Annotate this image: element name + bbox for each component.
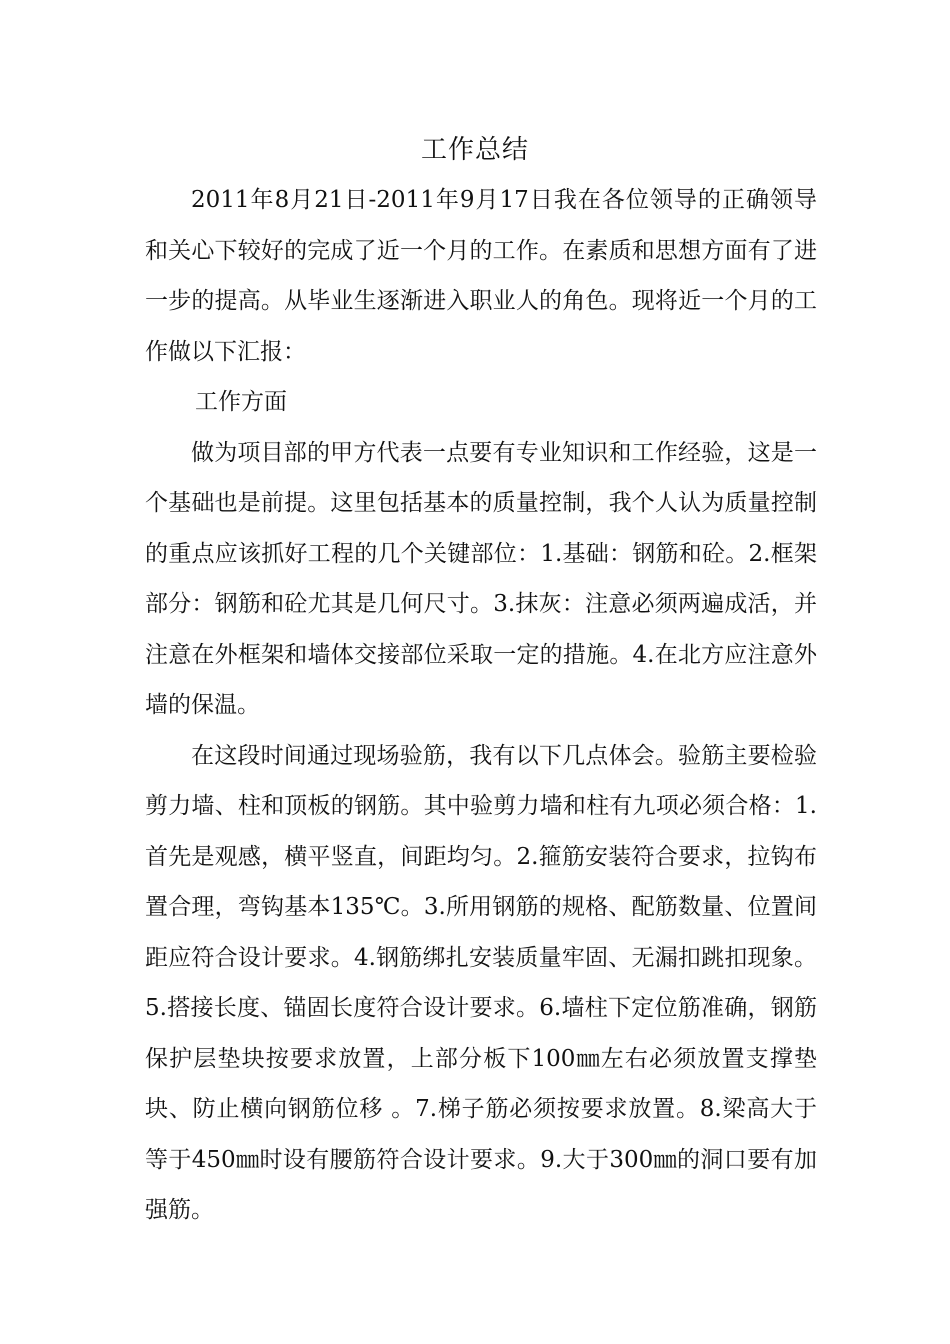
document-body <box>145 175 817 1236</box>
section-heading-work: 工作方面 <box>195 389 287 415</box>
paragraph-quality-control: 做为项目部的甲方代表一点要有专业知识和工作经验，这是一个基础也是前提。这里包括基本的质量控制，我个人认为质量控制的重点应该抓好工程的几个关键部位：1.基础：钢筋和砼。2.框架部分：钢筋和砼尤其是几何尺寸。3.抹灰：注意必须两遍成活，并注意在外框架和墙体交接部位采取一定的措施。4.在北方应注意外墙的保温。 <box>145 439 817 718</box>
paragraph-intro: 2011年8月21日-2011年9月17日我在各位领导的正确领导和关心下较好的完成了近一个月的工作。在素质和思想方面有了进一步的提高。从毕业生逐渐进入职业人的角色。现将近一个月的工作做以下汇报： <box>145 187 817 365</box>
document-title: 工作总结 <box>420 135 529 165</box>
paragraph-rebar-inspection: 在这段时间通过现场验筋，我有以下几点体会。验筋主要检验剪力墙、柱和顶板的钢筋。其中验剪力墙和柱有九项必须合格：1.首先是观感，横平竖直，间距均匀。2.箍筋安装符合要求，拉钩布置合理，弯钩基本135℃。3.所用钢筋的规格、配筋数量、位置间距应符合设计要求。4.钢筋绑扎安装质量牢固、无漏扣跳扣现象。5.搭接长度、锚固长度符合设计要求。6.墙柱下定位筋准确，钢筋保护层垫块按要求放置，上部分板下100㎜左右必须放置支撑垫块、防止横向钢筋位移 。7.梯子筋必须按要求放置。8.梁高大于等于450㎜时设有腰筋符合设计要求。9.大于300㎜的洞口要有加强筋。 <box>145 742 817 1223</box>
